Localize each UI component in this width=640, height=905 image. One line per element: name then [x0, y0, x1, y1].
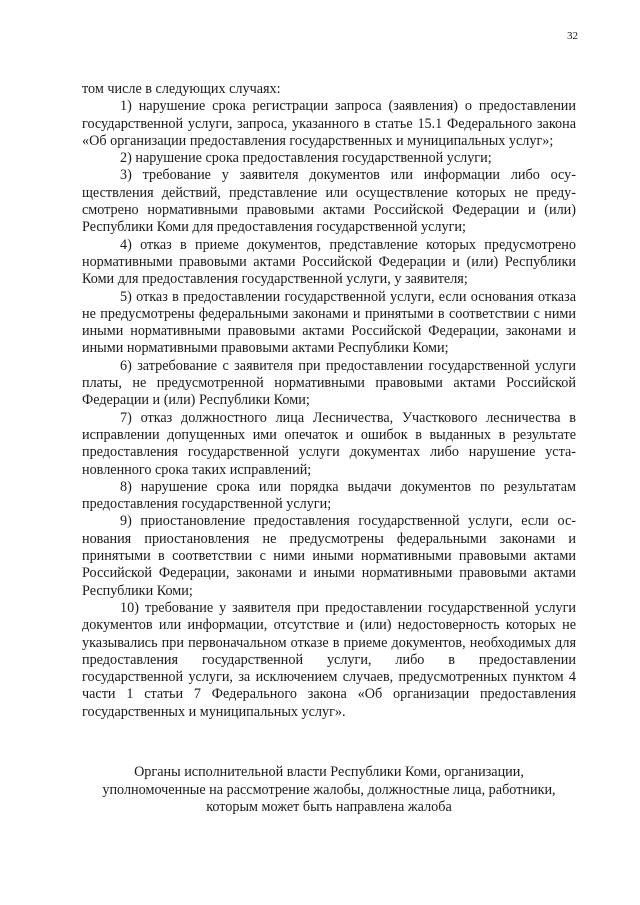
- list-item-5: 5) отказ в предоставлении государственной услуги, если основания отказа не предусмотрены федеральными законами и принятыми в соответствии с ними иными нормативными правовыми актами Российской Федерации, законами и иными нормативными правовыми актами Республики Коми;: [82, 288, 576, 357]
- section-heading-line-1: Органы исполнительной власти Республики Коми, организации,: [134, 764, 524, 780]
- section-heading: [82, 764, 576, 817]
- section-heading-line-2: уполномоченные на рассмотрение жалобы, должностные лица, работники,: [102, 781, 556, 798]
- list-item-10: 10) требование у заявителя при предоставлении государственной услуги документов или информации, отсутствие и (или) недостоверность которых не указывались при первоначальном отказе в приеме документов, необходимых для предоставления государственной услуги, либо в предоставлении государственной услуги, за исключением случаев, предусмотренных пунктом 4 части 1 статьи 7 Федерального закона «Об организации предоставления государственных и муниципальных услуг».: [82, 599, 576, 720]
- list-item-6: 6) затребование с заявителя при предоставлении государственной услуги платы, не предусмотренной нормативными правовыми актами Российской Федерации и (или) Республики Коми;: [82, 357, 576, 409]
- list-item-8: 8) нарушение срока или порядка выдачи документов по результатам предоставления государственной услуги;: [82, 478, 576, 513]
- list-item-1: 1) нарушение срока регистрации запроса (заявления) о предоставлении государственной услуги, запроса, указанного в статье 15.1 Федерального закона «Об организации предоставления государственных и муниципальных услуг»;: [82, 98, 576, 149]
- lead-paragraph: том числе в следующих случаях:: [82, 81, 281, 97]
- page-number: 32: [567, 30, 578, 42]
- list-item-7: 7) отказ должностного лица Лесничества, Участкового лесничества в исправлении допущенных ими опечаток и ошибок в выданных в результате предоставления государственной услуги документах либо нарушение установленного срока таких исправлений;: [82, 409, 576, 478]
- list-item-2: 2) нарушение срока предоставления государственной услуги;: [120, 150, 492, 167]
- body-text: [82, 81, 576, 721]
- list-item-3: 3) требование у заявителя документов или информации либо осуществления действий, представление или осуществление которых не предусмотрено нормативными правовыми актами Российской Федерации и (или) Республики Коми для предоставления государственной услуги;: [82, 167, 576, 236]
- list-item-4: 4) отказ в приеме документов, представление которых предусмотрено нормативными правовыми актами Российской Федерации и (или) Республики Коми для предоставления государственной услуги, у заявителя;: [82, 236, 576, 288]
- list-item-9: 9) приостановление предоставления государственной услуги, если основания приостановления не предусмотрены федеральными законами и принятыми в соответствии с ними иными нормативными правовыми актами Российской Федерации, законами и иными нормативными правовыми актами Республики Коми;: [82, 513, 576, 599]
- section-heading-line-3: которым может быть направлена жалоба: [206, 799, 452, 815]
